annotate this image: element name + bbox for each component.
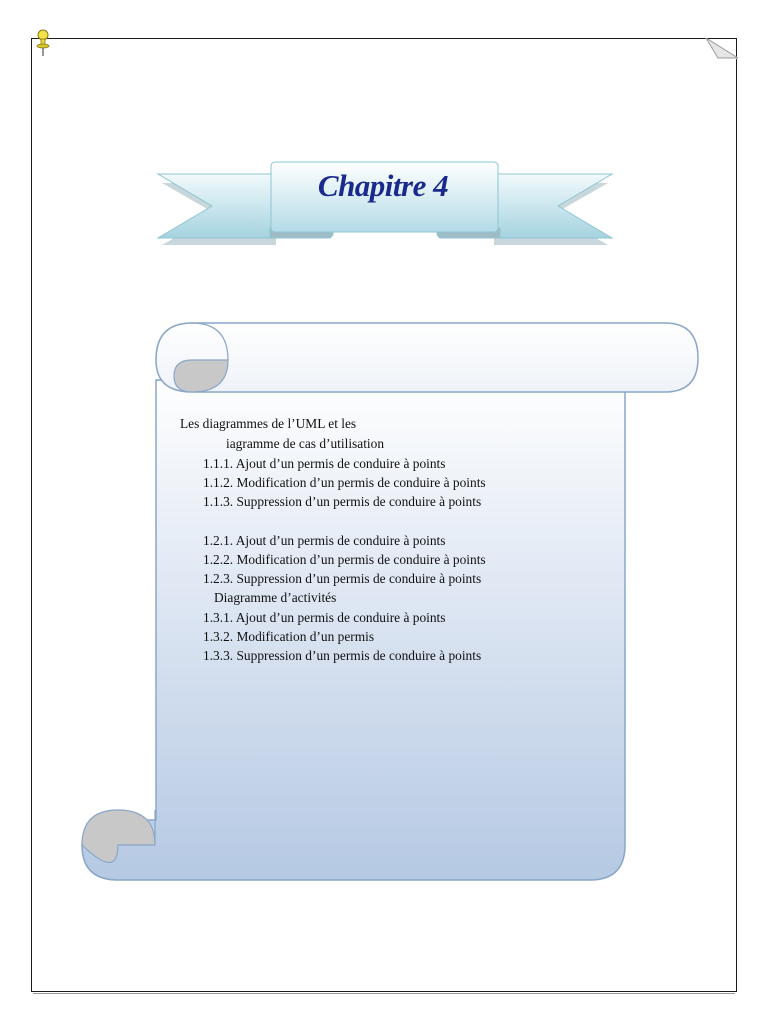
toc-item: 1.1.3. Suppression d’un permis de conduire à points bbox=[203, 494, 482, 509]
toc-section-title: Diagramme d’activités bbox=[214, 590, 337, 605]
bottom-rule bbox=[33, 993, 735, 994]
toc-item: 1.2.3. Suppression d’un permis de conduire à points bbox=[203, 571, 482, 586]
toc-item: 1.3.3. Suppression d’un permis de conduire à points bbox=[203, 648, 482, 663]
toc-item: 1.2.2. Modification d’un permis de conduire à points bbox=[203, 552, 486, 567]
toc-item: 1.1.1. Ajout d’un permis de conduire à points bbox=[203, 456, 446, 471]
toc-heading: Les diagrammes de l’UML et les bbox=[180, 416, 357, 431]
toc-item: 1.3.2. Modification d’un permis bbox=[203, 629, 375, 644]
toc-section-title: iagramme de cas d’utilisation bbox=[226, 436, 385, 451]
pushpin-icon bbox=[33, 28, 53, 58]
toc-item: 1.3.1. Ajout d’un permis de conduire à points bbox=[203, 610, 446, 625]
page-corner-fold-icon bbox=[704, 38, 738, 60]
toc-item: 1.2.1. Ajout d’un permis de conduire à points bbox=[203, 533, 446, 548]
scroll-parchment bbox=[80, 320, 702, 885]
chapter-title: Chapitre 4 bbox=[317, 168, 449, 203]
toc-item: 1.1.2. Modification d’un permis de conduire à points bbox=[203, 475, 486, 490]
